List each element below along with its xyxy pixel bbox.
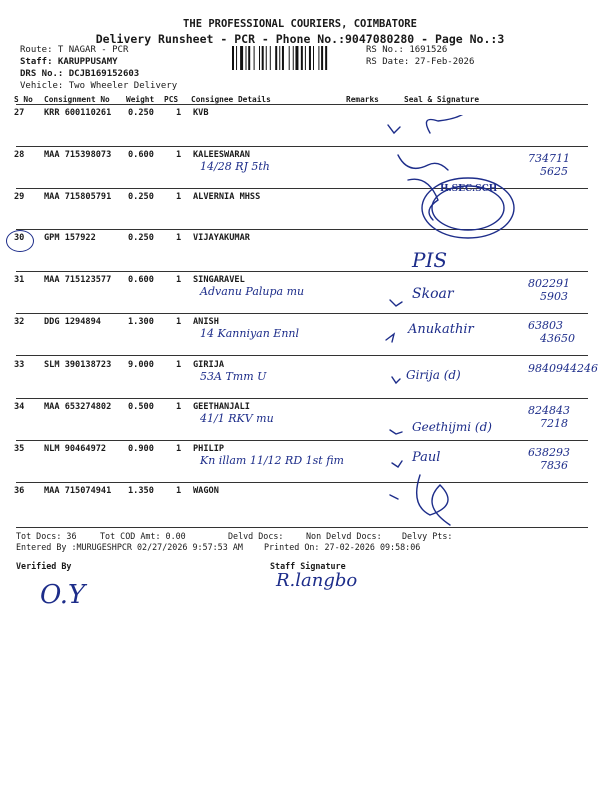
pcs-cell: 1 [176, 444, 182, 454]
consignee-cell: WAGON [193, 486, 219, 496]
weight-cell: 0.900 [128, 444, 154, 454]
signature-32: Anukathir [408, 322, 474, 337]
pcs-cell: 1 [176, 402, 182, 412]
sno-cell: 30 [14, 233, 25, 243]
handwritten-pls: PIS [412, 248, 448, 272]
rs-date: RS Date: 27-Feb-2026 [366, 57, 475, 67]
barcode-bar [259, 46, 260, 70]
row-divider [16, 398, 588, 399]
rs-number: RS No.: 1691526 [366, 45, 448, 55]
handwritten-address: 14/28 RJ 5th [200, 160, 270, 173]
consignment-cell: MAA 715398073 [44, 150, 112, 160]
sno-cell: 27 [14, 108, 25, 118]
vehicle-label: Vehicle: Two Wheeler Delivery [20, 81, 178, 91]
runsheet-subtitle: Delivery Runsheet - PCR - Phone No.:9047080280 - Page No.:3 [95, 32, 505, 46]
handwritten-phone: 824843 [528, 404, 570, 417]
pcs-cell: 1 [176, 486, 182, 496]
barcode-bar [248, 46, 250, 70]
sno-cell: 28 [14, 150, 25, 160]
staff-label: Staff: KARUPPUSAMY [20, 57, 118, 67]
consignee-cell: GEETHANJALI [193, 402, 250, 412]
consignee-cell: ALVERNIA MHSS [193, 192, 261, 202]
consignment-cell: GPM 157922 [44, 233, 96, 243]
weight-cell: 1.350 [128, 486, 154, 496]
consignment-cell: MAA 715074941 [44, 486, 112, 496]
row-divider [16, 271, 588, 272]
consignment-cell: MAA 653274802 [44, 402, 112, 412]
handwritten-phone-2: 5625 [540, 165, 568, 178]
sno-cell: 31 [14, 275, 25, 285]
staff-signature-label: Staff Signature [270, 561, 346, 571]
col-sno: S No [14, 95, 33, 104]
handwritten-address: 14 Kanniyan Ennl [200, 327, 300, 340]
barcode-bar [240, 46, 243, 70]
barcode-bar [289, 46, 290, 70]
handwritten-phone: 734711 [528, 152, 570, 165]
col-remarks: Remarks [346, 95, 379, 104]
pcs-cell: 1 [176, 275, 182, 285]
consignee-cell: GIRIJA [193, 360, 225, 370]
col-consignee: Consignee Details [191, 95, 271, 104]
weight-cell: 0.600 [128, 275, 154, 285]
consignee-cell: SINGARAVEL [193, 275, 245, 285]
sno-cell: 29 [14, 192, 25, 202]
handwritten-phone-2: 43650 [540, 332, 575, 345]
consignee-cell: PHILIP [193, 444, 225, 454]
handwritten-phone: 9840944246 [528, 362, 598, 375]
pcs-cell: 1 [176, 360, 182, 370]
barcode-bar [279, 46, 280, 70]
col-seal-signature: Seal & Signature [404, 95, 480, 104]
barcode-bar [270, 46, 271, 70]
consignee-cell: KALEESWARAN [193, 150, 250, 160]
drs-label: DRS No.: DCJB169152603 [20, 69, 140, 79]
barcode-bar [309, 46, 311, 70]
barcode-bar [318, 46, 319, 70]
barcode-bar [282, 46, 284, 70]
handwritten-phone: 638293 [528, 446, 570, 459]
handwritten-phone-2: 7836 [540, 459, 568, 472]
signature-34: Geethijmi (d) [412, 420, 492, 434]
consignment-cell: NLM 90464972 [44, 444, 107, 454]
row-divider [16, 104, 588, 105]
handwritten-address: 53A Tmm U [200, 370, 267, 383]
sno-cell: 32 [14, 317, 25, 327]
non-delivered-docs: Non Delvd Docs: [306, 531, 382, 541]
route-label: Route: T NAGAR - PCR [20, 45, 129, 55]
barcode-bar [313, 46, 314, 70]
row-divider [16, 146, 588, 147]
row-divider [16, 355, 588, 356]
signature-33: Girija (d) [406, 368, 461, 382]
barcode [232, 46, 360, 70]
signature-35: Paul [412, 450, 441, 465]
barcode-bar [305, 46, 306, 70]
weight-cell: 0.600 [128, 150, 154, 160]
delivery-points: Delvy Pts: [402, 531, 453, 541]
sno-cell: 34 [14, 402, 25, 412]
signature-31: Skoar [412, 286, 454, 302]
barcode-bar [325, 46, 327, 70]
handwritten-address: Kn illam 11/12 RD 1st fim [200, 454, 344, 467]
barcode-bar [301, 46, 303, 70]
barcode-bar [295, 46, 298, 70]
row-divider [16, 482, 588, 483]
consignment-cell: MAA 715123577 [44, 275, 112, 285]
verified-signature: O.Y [40, 580, 86, 610]
weight-cell: 0.250 [128, 233, 154, 243]
pcs-cell: 1 [176, 317, 182, 327]
sno-cell: 33 [14, 360, 25, 370]
sno-cell: 36 [14, 486, 25, 496]
printed-on: Printed On: 27-02-2026 09:58:06 [264, 542, 421, 552]
consignment-cell: SLM 390138723 [44, 360, 112, 370]
verified-by-label: Verified By [16, 561, 72, 571]
handwritten-address: Advanu Palupa mu [200, 285, 305, 298]
pcs-cell: 1 [176, 233, 182, 243]
handwritten-address: 41/1 RKV mu [200, 412, 274, 425]
consignee-cell: KVB [193, 108, 209, 118]
col-weight: Weight [126, 95, 155, 104]
barcode-bar [232, 46, 234, 70]
barcode-bar [266, 46, 267, 70]
weight-cell: 9.000 [128, 360, 154, 370]
consignee-cell: VIJAYAKUMAR [193, 233, 250, 243]
barcode-bar [321, 46, 323, 70]
consignment-cell: MAA 715805791 [44, 192, 112, 202]
consignment-cell: KRR 600110261 [44, 108, 112, 118]
barcode-bar [293, 46, 294, 70]
consignee-cell: ANISH [193, 317, 219, 327]
handwritten-phone-2: 7218 [540, 417, 568, 430]
pcs-cell: 1 [176, 108, 182, 118]
weight-cell: 0.250 [128, 108, 154, 118]
circle-mark [6, 230, 34, 252]
sno-cell: 35 [14, 444, 25, 454]
barcode-bar [254, 46, 255, 70]
total-cod: Tot COD Amt: 0.00 [100, 531, 186, 541]
barcode-bar [275, 46, 277, 70]
row-divider [16, 313, 588, 314]
barcode-bar [236, 46, 237, 70]
col-consignment: Consignment No [44, 95, 110, 104]
stamp-text: H.SEC.SCH [440, 184, 498, 194]
barcode-bar [246, 46, 247, 70]
pcs-cell: 1 [176, 192, 182, 202]
staff-signature: R.langbo [276, 570, 358, 591]
barcode-bar [262, 46, 264, 70]
company-title: THE PROFESSIONAL COURIERS, COIMBATORE [183, 18, 417, 30]
handwritten-phone: 63803 [528, 319, 563, 332]
signature-ticks [380, 115, 490, 535]
weight-cell: 1.300 [128, 317, 154, 327]
consignment-cell: DDG 1294894 [44, 317, 101, 327]
delivered-docs: Delvd Docs: [228, 531, 284, 541]
handwritten-phone: 802291 [528, 277, 570, 290]
entered-by: Entered By :MURUGESHPCR 02/27/2026 9:57:53 AM [16, 542, 243, 552]
pcs-cell: 1 [176, 150, 182, 160]
weight-cell: 0.500 [128, 402, 154, 412]
col-pcs: PCS [164, 95, 179, 104]
row-divider [16, 440, 588, 441]
weight-cell: 0.250 [128, 192, 154, 202]
handwritten-phone-2: 5903 [540, 290, 568, 303]
total-docs: Tot Docs: 36 [16, 531, 77, 541]
